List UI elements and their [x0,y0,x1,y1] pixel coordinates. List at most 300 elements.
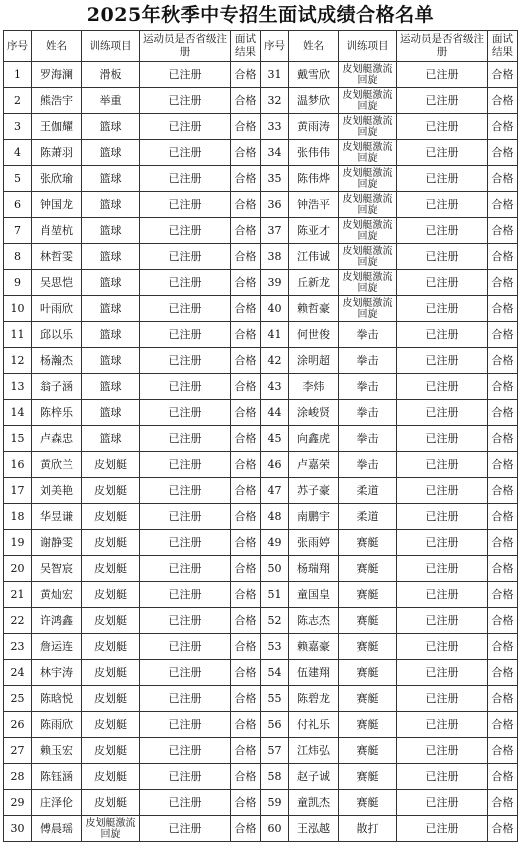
cell-name-right: 陈碧龙 [289,686,339,712]
cell-name-right: 苏子豪 [289,478,339,504]
cell-name-right: 陈伟烨 [289,166,339,192]
cell-no-right: 37 [261,218,289,244]
table-row [4,114,518,140]
cell-name-right: 伍建翔 [289,660,339,686]
cell-name-left: 黄灿宏 [32,582,82,608]
cell-registered-right: 已注册 [397,712,488,738]
cell-registered-left: 已注册 [140,218,231,244]
table-row [4,426,518,452]
table-row [4,166,518,192]
cell-registered-right: 已注册 [397,686,488,712]
cell-project-right: 柔道 [339,478,397,504]
header-result-left: 面试结果 [231,31,261,62]
cell-registered-left: 已注册 [140,556,231,582]
cell-name-left: 肖堃杭 [32,218,82,244]
cell-project-left: 篮球 [82,140,140,166]
table-row [4,192,518,218]
cell-name-left: 刘美艳 [32,478,82,504]
cell-result-right: 合格 [488,634,518,660]
table-row [4,608,518,634]
cell-name-right: 涂明超 [289,348,339,374]
cell-project-right: 柔道 [339,504,397,530]
cell-registered-left: 已注册 [140,504,231,530]
cell-no-left: 12 [4,348,32,374]
cell-no-right: 55 [261,686,289,712]
cell-result-left: 合格 [231,686,261,712]
cell-registered-right: 已注册 [397,374,488,400]
cell-name-right: 杨瑞翔 [289,556,339,582]
cell-result-left: 合格 [231,166,261,192]
cell-project-left: 皮划艇 [82,504,140,530]
cell-name-right: 江伟诚 [289,244,339,270]
table-row [4,738,518,764]
cell-name-left: 陈萧羽 [32,140,82,166]
cell-project-right: 赛艇 [339,764,397,790]
cell-project-left: 皮划艇 [82,582,140,608]
cell-no-left: 22 [4,608,32,634]
cell-no-right: 31 [261,62,289,88]
cell-name-left: 吴思恺 [32,270,82,296]
cell-project-left: 篮球 [82,166,140,192]
cell-project-right: 皮划艇激流回旋 [339,244,397,270]
cell-project-right: 赛艇 [339,738,397,764]
cell-name-right: 童国皇 [289,582,339,608]
cell-project-left: 皮划艇 [82,790,140,816]
cell-project-left: 篮球 [82,400,140,426]
cell-no-left: 20 [4,556,32,582]
cell-project-right: 赛艇 [339,608,397,634]
table-row [4,322,518,348]
cell-project-right: 皮划艇激流回旋 [339,166,397,192]
cell-result-right: 合格 [488,88,518,114]
cell-project-right: 皮划艇激流回旋 [339,192,397,218]
cell-result-left: 合格 [231,296,261,322]
table-row [4,530,518,556]
cell-no-left: 7 [4,218,32,244]
results-table [3,30,518,842]
cell-registered-left: 已注册 [140,452,231,478]
table-row [4,400,518,426]
table-row [4,478,518,504]
cell-registered-left: 已注册 [140,790,231,816]
cell-result-right: 合格 [488,348,518,374]
cell-registered-left: 已注册 [140,192,231,218]
header-no-left: 序号 [4,31,32,62]
cell-no-left: 5 [4,166,32,192]
cell-registered-right: 已注册 [397,140,488,166]
cell-result-left: 合格 [231,738,261,764]
cell-project-left: 篮球 [82,348,140,374]
cell-no-left: 26 [4,712,32,738]
table-row [4,244,518,270]
cell-no-left: 8 [4,244,32,270]
cell-name-left: 杨瀚杰 [32,348,82,374]
cell-result-left: 合格 [231,634,261,660]
cell-no-left: 23 [4,634,32,660]
cell-name-right: 南鹏宇 [289,504,339,530]
header-registered-right: 运动员是否省级注册 [397,31,488,62]
cell-project-left: 篮球 [82,322,140,348]
cell-project-left: 篮球 [82,192,140,218]
cell-name-right: 向鑫虎 [289,426,339,452]
header-name-right: 姓名 [289,31,339,62]
table-row [4,270,518,296]
cell-name-left: 傅晨瑶 [32,816,82,842]
cell-registered-right: 已注册 [397,348,488,374]
table-row [4,452,518,478]
cell-name-right: 赖嘉豪 [289,634,339,660]
cell-name-right: 赵子诚 [289,764,339,790]
cell-project-left: 皮划艇激流回旋 [82,816,140,842]
cell-name-right: 黄雨涛 [289,114,339,140]
cell-result-left: 合格 [231,816,261,842]
cell-project-right: 散打 [339,816,397,842]
cell-no-left: 15 [4,426,32,452]
cell-project-left: 皮划艇 [82,738,140,764]
cell-name-right: 赖哲豪 [289,296,339,322]
cell-no-left: 4 [4,140,32,166]
cell-project-right: 拳击 [339,452,397,478]
cell-no-left: 6 [4,192,32,218]
cell-registered-right: 已注册 [397,634,488,660]
cell-name-left: 翁子涵 [32,374,82,400]
cell-name-left: 邱以乐 [32,322,82,348]
cell-project-left: 皮划艇 [82,660,140,686]
cell-result-right: 合格 [488,374,518,400]
cell-result-left: 合格 [231,322,261,348]
cell-no-left: 25 [4,686,32,712]
cell-no-right: 58 [261,764,289,790]
cell-result-left: 合格 [231,712,261,738]
cell-registered-right: 已注册 [397,790,488,816]
cell-name-left: 林宇涛 [32,660,82,686]
cell-registered-left: 已注册 [140,530,231,556]
table-row [4,88,518,114]
cell-project-left: 皮划艇 [82,634,140,660]
cell-registered-left: 已注册 [140,114,231,140]
cell-result-left: 合格 [231,608,261,634]
cell-name-left: 陈钰涵 [32,764,82,790]
table-row [4,660,518,686]
cell-registered-right: 已注册 [397,114,488,140]
cell-no-right: 33 [261,114,289,140]
cell-registered-right: 已注册 [397,556,488,582]
cell-name-left: 林哲雯 [32,244,82,270]
cell-result-right: 合格 [488,478,518,504]
cell-registered-left: 已注册 [140,712,231,738]
cell-result-right: 合格 [488,140,518,166]
cell-name-right: 戴雪欣 [289,62,339,88]
cell-project-left: 皮划艇 [82,452,140,478]
cell-no-left: 16 [4,452,32,478]
cell-result-right: 合格 [488,244,518,270]
cell-name-right: 童凯杰 [289,790,339,816]
cell-project-right: 赛艇 [339,712,397,738]
cell-no-right: 49 [261,530,289,556]
cell-no-left: 17 [4,478,32,504]
cell-project-left: 篮球 [82,114,140,140]
cell-result-right: 合格 [488,426,518,452]
cell-no-right: 35 [261,166,289,192]
cell-result-right: 合格 [488,296,518,322]
cell-project-right: 皮划艇激流回旋 [339,114,397,140]
cell-project-left: 举重 [82,88,140,114]
cell-name-left: 谢静雯 [32,530,82,556]
cell-name-left: 叶雨欣 [32,296,82,322]
cell-no-left: 13 [4,374,32,400]
cell-registered-right: 已注册 [397,478,488,504]
cell-registered-right: 已注册 [397,400,488,426]
cell-result-right: 合格 [488,660,518,686]
cell-registered-right: 已注册 [397,660,488,686]
cell-project-left: 篮球 [82,296,140,322]
cell-project-right: 拳击 [339,426,397,452]
cell-registered-left: 已注册 [140,322,231,348]
cell-registered-left: 已注册 [140,426,231,452]
cell-result-right: 合格 [488,504,518,530]
cell-registered-right: 已注册 [397,62,488,88]
cell-registered-left: 已注册 [140,348,231,374]
cell-result-right: 合格 [488,192,518,218]
cell-no-left: 3 [4,114,32,140]
cell-name-left: 王伽耀 [32,114,82,140]
cell-result-right: 合格 [488,582,518,608]
cell-result-right: 合格 [488,738,518,764]
cell-no-left: 18 [4,504,32,530]
cell-result-left: 合格 [231,660,261,686]
cell-result-left: 合格 [231,764,261,790]
cell-no-right: 45 [261,426,289,452]
table-row [4,140,518,166]
cell-project-right: 皮划艇激流回旋 [339,296,397,322]
cell-registered-left: 已注册 [140,816,231,842]
cell-name-right: 王泓越 [289,816,339,842]
cell-project-right: 赛艇 [339,790,397,816]
cell-result-left: 合格 [231,504,261,530]
cell-no-right: 44 [261,400,289,426]
cell-registered-right: 已注册 [397,426,488,452]
cell-project-right: 拳击 [339,374,397,400]
header-registered-left: 运动员是否省级注册 [140,31,231,62]
header-no-right: 序号 [261,31,289,62]
header-project-right: 训练项目 [339,31,397,62]
cell-result-left: 合格 [231,400,261,426]
cell-result-right: 合格 [488,218,518,244]
cell-project-left: 皮划艇 [82,556,140,582]
table-row [4,790,518,816]
cell-registered-left: 已注册 [140,140,231,166]
cell-no-left: 11 [4,322,32,348]
cell-result-left: 合格 [231,192,261,218]
cell-name-right: 何世俊 [289,322,339,348]
cell-result-left: 合格 [231,582,261,608]
cell-registered-left: 已注册 [140,400,231,426]
cell-name-left: 庄泽伦 [32,790,82,816]
table-row [4,62,518,88]
cell-no-left: 24 [4,660,32,686]
cell-project-right: 皮划艇激流回旋 [339,218,397,244]
cell-registered-right: 已注册 [397,296,488,322]
cell-result-left: 合格 [231,426,261,452]
cell-result-left: 合格 [231,530,261,556]
cell-registered-left: 已注册 [140,374,231,400]
cell-no-right: 34 [261,140,289,166]
cell-registered-right: 已注册 [397,244,488,270]
cell-no-right: 42 [261,348,289,374]
cell-registered-right: 已注册 [397,192,488,218]
cell-result-left: 合格 [231,348,261,374]
cell-no-right: 38 [261,244,289,270]
cell-no-left: 21 [4,582,32,608]
header-name-left: 姓名 [32,31,82,62]
cell-no-right: 59 [261,790,289,816]
cell-project-right: 赛艇 [339,686,397,712]
cell-project-right: 赛艇 [339,582,397,608]
cell-name-left: 许鸿鑫 [32,608,82,634]
cell-registered-right: 已注册 [397,530,488,556]
cell-project-right: 赛艇 [339,634,397,660]
cell-no-left: 14 [4,400,32,426]
cell-name-left: 华昱谦 [32,504,82,530]
cell-result-left: 合格 [231,62,261,88]
cell-project-right: 皮划艇激流回旋 [339,88,397,114]
document-title: 2025年秋季中专招生面试成绩合格名单 [86,4,435,26]
cell-name-right: 涂峻贤 [289,400,339,426]
table-row [4,556,518,582]
cell-result-left: 合格 [231,140,261,166]
cell-project-left: 篮球 [82,426,140,452]
cell-result-right: 合格 [488,322,518,348]
cell-result-left: 合格 [231,270,261,296]
cell-no-right: 54 [261,660,289,686]
cell-project-right: 赛艇 [339,556,397,582]
cell-project-right: 拳击 [339,400,397,426]
cell-name-right: 李炜 [289,374,339,400]
cell-registered-left: 已注册 [140,166,231,192]
table-row [4,296,518,322]
cell-registered-right: 已注册 [397,738,488,764]
cell-registered-right: 已注册 [397,816,488,842]
cell-name-right: 丘新龙 [289,270,339,296]
cell-registered-left: 已注册 [140,478,231,504]
cell-project-left: 篮球 [82,218,140,244]
cell-name-right: 陈亚才 [289,218,339,244]
table-body [4,62,518,842]
cell-no-left: 9 [4,270,32,296]
cell-result-left: 合格 [231,790,261,816]
cell-registered-left: 已注册 [140,764,231,790]
cell-result-left: 合格 [231,452,261,478]
cell-registered-right: 已注册 [397,322,488,348]
cell-no-left: 19 [4,530,32,556]
cell-name-left: 张欣瑜 [32,166,82,192]
cell-result-left: 合格 [231,478,261,504]
cell-registered-left: 已注册 [140,634,231,660]
cell-name-left: 钟国龙 [32,192,82,218]
cell-result-left: 合格 [231,218,261,244]
cell-result-right: 合格 [488,764,518,790]
table-row [4,634,518,660]
table-row [4,764,518,790]
cell-name-left: 熊浩宇 [32,88,82,114]
cell-no-left: 27 [4,738,32,764]
cell-registered-right: 已注册 [397,270,488,296]
cell-name-right: 张雨婷 [289,530,339,556]
cell-project-left: 篮球 [82,374,140,400]
cell-no-left: 2 [4,88,32,114]
cell-no-right: 36 [261,192,289,218]
cell-project-right: 皮划艇激流回旋 [339,140,397,166]
cell-project-right: 赛艇 [339,660,397,686]
header-result-right: 面试结果 [488,31,518,62]
cell-result-right: 合格 [488,114,518,140]
cell-registered-left: 已注册 [140,244,231,270]
cell-project-right: 拳击 [339,348,397,374]
header-project-left: 训练项目 [82,31,140,62]
cell-result-right: 合格 [488,816,518,842]
cell-result-right: 合格 [488,712,518,738]
cell-result-left: 合格 [231,556,261,582]
cell-registered-left: 已注册 [140,686,231,712]
cell-result-right: 合格 [488,790,518,816]
cell-name-left: 陈晗悦 [32,686,82,712]
cell-no-left: 29 [4,790,32,816]
cell-registered-right: 已注册 [397,166,488,192]
cell-registered-left: 已注册 [140,88,231,114]
cell-project-right: 皮划艇激流回旋 [339,62,397,88]
cell-registered-left: 已注册 [140,270,231,296]
cell-name-right: 江炜弘 [289,738,339,764]
cell-registered-left: 已注册 [140,62,231,88]
cell-registered-right: 已注册 [397,764,488,790]
cell-result-right: 合格 [488,686,518,712]
cell-project-right: 拳击 [339,322,397,348]
cell-result-right: 合格 [488,270,518,296]
table-row [4,686,518,712]
cell-no-right: 60 [261,816,289,842]
cell-result-right: 合格 [488,400,518,426]
cell-name-right: 张伟伟 [289,140,339,166]
table-row [4,218,518,244]
cell-no-right: 39 [261,270,289,296]
cell-registered-right: 已注册 [397,608,488,634]
cell-no-right: 56 [261,712,289,738]
cell-name-left: 黄欣兰 [32,452,82,478]
cell-name-left: 赖玉宏 [32,738,82,764]
cell-project-left: 皮划艇 [82,764,140,790]
cell-result-right: 合格 [488,166,518,192]
cell-project-left: 皮划艇 [82,608,140,634]
cell-project-right: 皮划艇激流回旋 [339,270,397,296]
cell-project-left: 皮划艇 [82,530,140,556]
cell-no-right: 51 [261,582,289,608]
cell-result-right: 合格 [488,62,518,88]
cell-no-right: 43 [261,374,289,400]
cell-no-right: 32 [261,88,289,114]
table-header-row [4,31,518,62]
table-row [4,816,518,842]
table-row [4,582,518,608]
cell-no-right: 46 [261,452,289,478]
cell-name-right: 付礼乐 [289,712,339,738]
cell-project-left: 篮球 [82,244,140,270]
cell-registered-right: 已注册 [397,88,488,114]
cell-no-right: 41 [261,322,289,348]
cell-registered-left: 已注册 [140,738,231,764]
cell-registered-right: 已注册 [397,504,488,530]
cell-registered-right: 已注册 [397,218,488,244]
cell-project-left: 皮划艇 [82,686,140,712]
